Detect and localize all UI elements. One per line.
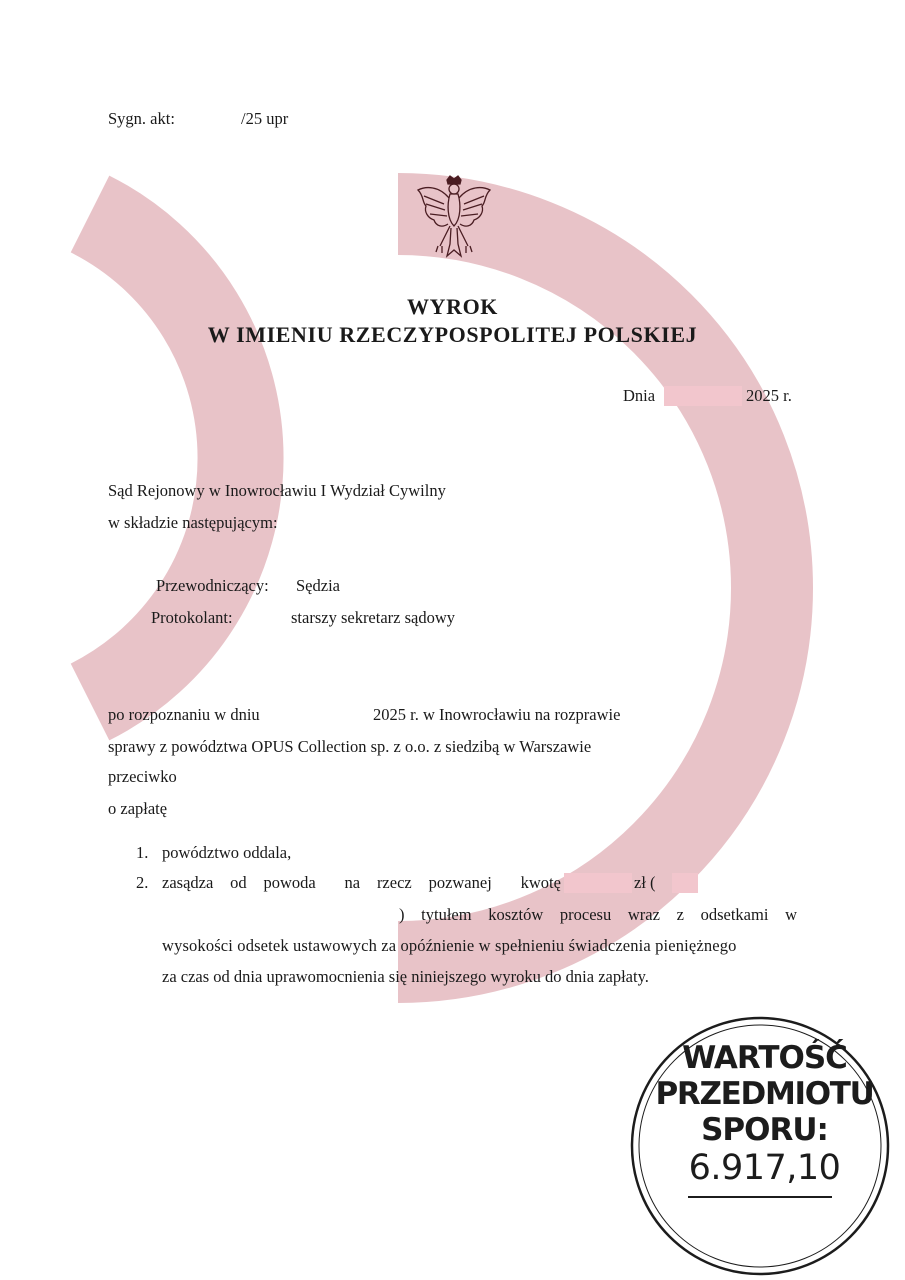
subject-line: o zapłatę — [108, 799, 168, 818]
document-title: WYROK — [407, 294, 498, 319]
court-name: Sąd Rejonowy w Inowrocławiu I Wydział Cywilny — [108, 481, 446, 500]
word: na — [344, 873, 361, 892]
word: wraz — [627, 905, 660, 924]
redacted-amount — [564, 873, 632, 893]
word: rzecz — [376, 873, 412, 892]
currency-label: zł ( — [634, 873, 656, 892]
redacted-date — [664, 386, 742, 406]
word: kosztów — [488, 905, 544, 924]
word: odsetkami — [700, 905, 769, 924]
hearing-line-end: 2025 r. w Inowrocławiu na rozprawie — [373, 705, 621, 724]
word: powoda — [263, 873, 316, 892]
item-text: powództwo oddala, — [162, 843, 292, 862]
against-label: przeciwko — [108, 767, 177, 786]
stamp-line-1: WARTOŚĆ — [682, 1040, 847, 1076]
dispute-value-stamp — [608, 1010, 905, 1280]
item-2-line-1 — [162, 873, 561, 893]
case-number-label: Sygn. akt: — [108, 109, 175, 128]
word: procesu — [559, 905, 612, 924]
chair-value: Sędzia — [296, 576, 340, 595]
stamp-amount: 6.917,10 — [688, 1148, 841, 1188]
item-2-line-2 — [399, 905, 797, 925]
clerk-value: starszy sekretarz sądowy — [291, 608, 456, 627]
chair-label: Przewodniczący: — [156, 576, 269, 595]
item-number: 2. — [136, 873, 149, 892]
plaintiff-line: sprawy z powództwa OPUS Collection sp. z o.o. z siedzibą w Warszawie — [108, 737, 592, 756]
word: tytułem — [421, 905, 472, 924]
item-number: 1. — [136, 843, 149, 862]
date-label: Dnia — [623, 386, 656, 405]
clerk-label: Protokolant: — [151, 608, 233, 627]
stamp-line-2: PRZEDMIOTU — [655, 1076, 874, 1112]
word: od — [230, 873, 247, 892]
word: z — [676, 905, 684, 924]
word: pozwanej — [428, 873, 492, 892]
court-composition-label: w składzie następującym: — [108, 513, 278, 532]
redacted-amount-words — [672, 873, 698, 893]
watermark-arc-left — [90, 214, 241, 702]
word: zasądza — [162, 873, 214, 892]
date-year: 2025 r. — [746, 386, 792, 405]
eagle-emblem-icon — [414, 174, 494, 262]
item-2-line-4: za czas od dnia uprawomocnienia się niniejszego wyroku do dnia zapłaty. — [162, 967, 649, 986]
word: ) — [399, 905, 405, 924]
item-2-line-3: wysokości odsetek ustawowych za opóźnienie w spełnieniu świadczenia pieniężnego — [162, 936, 737, 955]
case-number-suffix: /25 upr — [241, 109, 289, 128]
word: w — [785, 905, 797, 924]
stamp-line-3: SPORU: — [701, 1112, 828, 1148]
document-subtitle: W IMIENIU RZECZYPOSPOLITEJ POLSKIEJ — [207, 322, 698, 347]
hearing-line-start: po rozpoznaniu w dniu — [108, 705, 260, 724]
word: kwotę — [520, 873, 561, 892]
